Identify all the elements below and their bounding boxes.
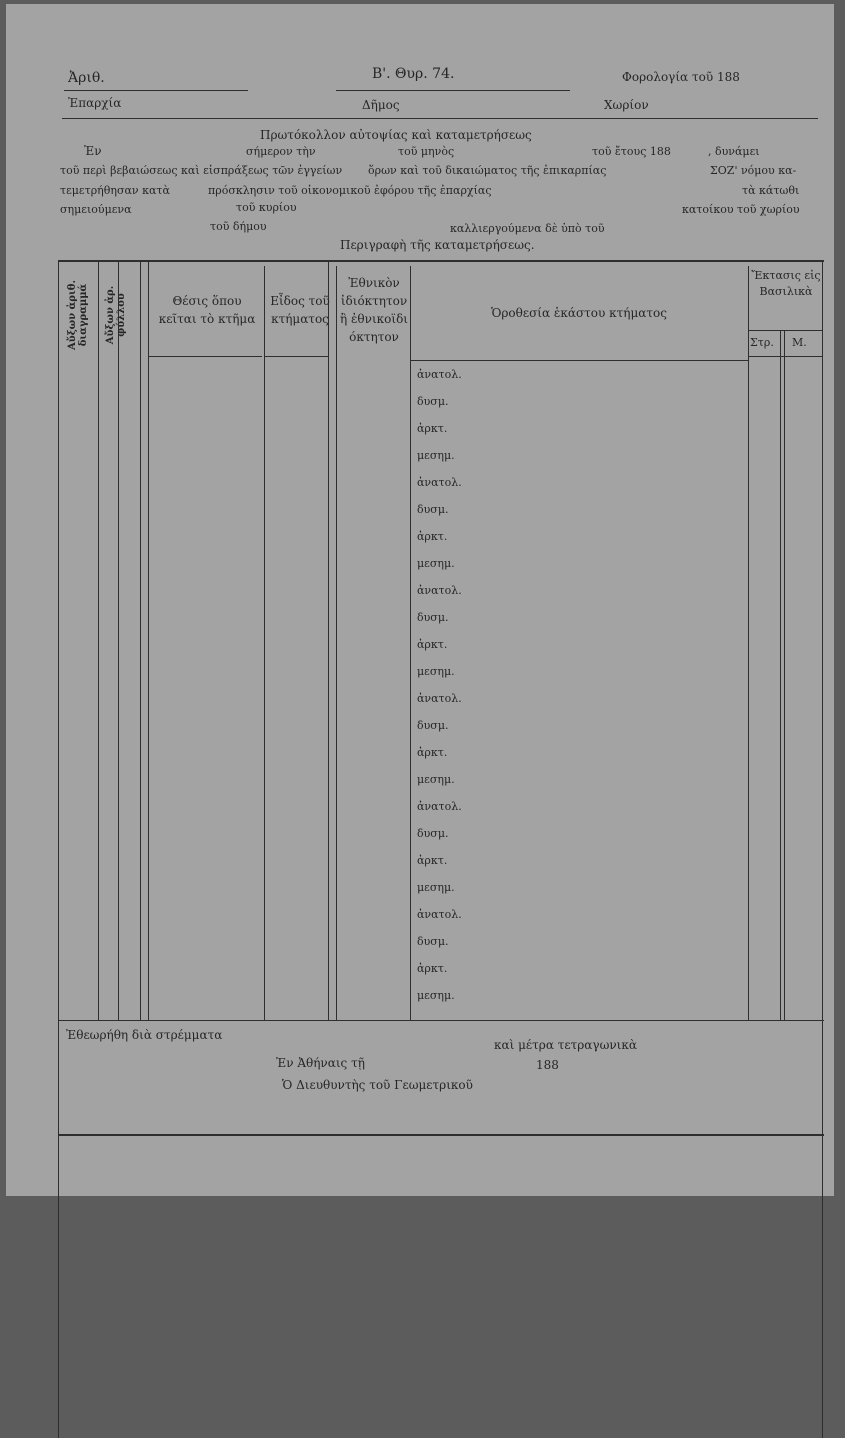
col-divider: [784, 330, 785, 1020]
col-header-location: Θέσις ὅπου κεῖται τὸ κτῆμα: [158, 294, 256, 326]
form-number: Β'. Θυρ. 74.: [372, 66, 455, 82]
preamble-text: ΣΟΖ' νόμου κα-: [710, 164, 797, 177]
boundary-label: μεσημ.: [417, 773, 455, 786]
preamble-text: τοῦ κυρίου: [236, 201, 297, 214]
boundary-label: ἀρκτ.: [417, 422, 448, 435]
boundary-label: ἀνατολ.: [417, 476, 462, 489]
chorion-label: Χωρίον: [604, 98, 649, 112]
col-divider: [410, 266, 411, 1020]
number-label: Ἀριθ.: [68, 70, 105, 86]
footer-year: 188: [536, 1058, 559, 1072]
col-divider: [140, 260, 141, 1020]
col-divider: [780, 330, 781, 1020]
col-divider: [336, 266, 337, 1020]
tax-year-label: Φορολογία τοῦ 188: [622, 70, 740, 84]
preamble-text: σημειούμενα: [60, 203, 132, 216]
col-divider: [98, 260, 99, 1020]
metra-label: καὶ μέτρα τετραγωνικὰ: [494, 1038, 637, 1052]
preamble-text: τοῦ μηνὸς: [398, 145, 455, 158]
header-row-rule: [410, 360, 748, 361]
boundary-label: ἀρκτ.: [417, 962, 448, 975]
boundary-label: ἀνατολ.: [417, 368, 462, 381]
stremmata-label: Ἐθεωρήθη διὰ στρέμματα: [66, 1028, 223, 1042]
boundary-label: ἀρκτ.: [417, 638, 448, 651]
col-divider: [118, 260, 119, 1020]
area-subheader-rule: [748, 330, 822, 331]
boundary-label: μεσημ.: [417, 557, 455, 570]
col-header-sheet: Αὔξων ἀρ. φύλλου: [105, 285, 127, 345]
boundary-label: μεσημ.: [417, 989, 455, 1002]
col-divider: [264, 266, 265, 1020]
form-sheet: [6, 4, 834, 1196]
header-rule: [64, 90, 248, 91]
boundary-label: ἀρκτ.: [417, 746, 448, 759]
header-row-rule: [148, 356, 262, 357]
preamble-text: Ἐν: [84, 144, 102, 158]
preamble-text: τοῦ δήμου: [210, 220, 267, 233]
boundary-label: δυσμ.: [417, 935, 449, 948]
col-header-area-metres: Μ.: [792, 336, 807, 349]
header-rule: [336, 90, 570, 91]
preamble-text: κατοίκου τοῦ χωρίου: [682, 203, 800, 216]
col-header-area: Ἔκτασις εἰς Βασιλικὰ: [751, 269, 821, 298]
table-top-border: [58, 260, 824, 262]
boundary-label: ἀνατολ.: [417, 908, 462, 921]
boundary-label: ἀνατολ.: [417, 800, 462, 813]
table-right-border: [822, 260, 823, 1438]
dimos-label: Δῆμος: [362, 98, 400, 112]
protocol-title: Πρωτόκολλον αὐτοψίας καὶ καταμετρήσεως: [260, 128, 532, 142]
boundary-label: μεσημ.: [417, 665, 455, 678]
boundary-label: μεσημ.: [417, 881, 455, 894]
col-divider: [328, 262, 329, 1020]
boundary-label: ἀρκτ.: [417, 854, 448, 867]
preamble-text: , δυνάμει: [708, 145, 760, 158]
boundary-label: δυσμ.: [417, 719, 449, 732]
boundary-label: δυσμ.: [417, 611, 449, 624]
col-header-owner: Ἐθνικὸν ἰδιόκτητον ἢ ἐθνικοϊδι όκτητον: [339, 276, 409, 344]
preamble-text: ὅρων καὶ τοῦ δικαιώματος τῆς ἐπικαρπίας: [368, 164, 607, 177]
header-bottom-rule: [62, 118, 818, 119]
preamble-text: καλλιεργούμενα δὲ ὑπὸ τοῦ: [450, 222, 605, 235]
col-header-area-stremmata: Στρ.: [750, 336, 774, 349]
athens-label: Ἐν Ἀθήναις τῇ: [276, 1056, 365, 1070]
table-bottom-border: [58, 1134, 824, 1136]
header-row-rule: [748, 356, 822, 357]
preamble-text: τεμετρήθησαν κατὰ: [60, 184, 170, 197]
eparchia-label: Ἐπαρχία: [68, 96, 122, 110]
preamble-text: τὰ κάτωθι: [742, 184, 800, 197]
col-header-serial: Αὔξων ἀριθ. διαγραμμά: [67, 280, 89, 350]
boundary-label: δυσμ.: [417, 827, 449, 840]
preamble-text: πρόσκλησιν τοῦ οἰκονομικοῦ ἐφόρου τῆς ἐπαρχίας: [208, 184, 492, 197]
header-row-rule: [264, 356, 328, 357]
col-divider: [148, 260, 149, 1020]
preamble-text: τοῦ περὶ βεβαιώσεως καὶ εἰσπράξεως τῶν ἐγγείων: [60, 164, 343, 177]
director-label: Ὁ Διευθυντὴς τοῦ Γεωμετρικοῦ: [282, 1078, 473, 1092]
boundary-label: ἀνατολ.: [417, 584, 462, 597]
preamble-text: σήμερον τὴν: [246, 145, 316, 158]
col-header-type: Εἶδος τοῦ κτήματος: [270, 294, 330, 326]
col-divider: [748, 266, 749, 1020]
preamble-text: τοῦ ἔτους 188: [592, 145, 671, 158]
col-header-boundaries: Ὁροθεσία ἑκάστου κτήματος: [491, 306, 667, 320]
boundary-label: μεσημ.: [417, 449, 455, 462]
boundary-label: δυσμ.: [417, 503, 449, 516]
boundary-label: ἀρκτ.: [417, 530, 448, 543]
table-footer-rule: [58, 1020, 824, 1021]
table-left-border: [58, 260, 59, 1438]
boundary-label: δυσμ.: [417, 395, 449, 408]
description-title: Περιγραφὴ τῆς καταμετρήσεως.: [340, 238, 535, 252]
boundary-label: ἀνατολ.: [417, 692, 462, 705]
